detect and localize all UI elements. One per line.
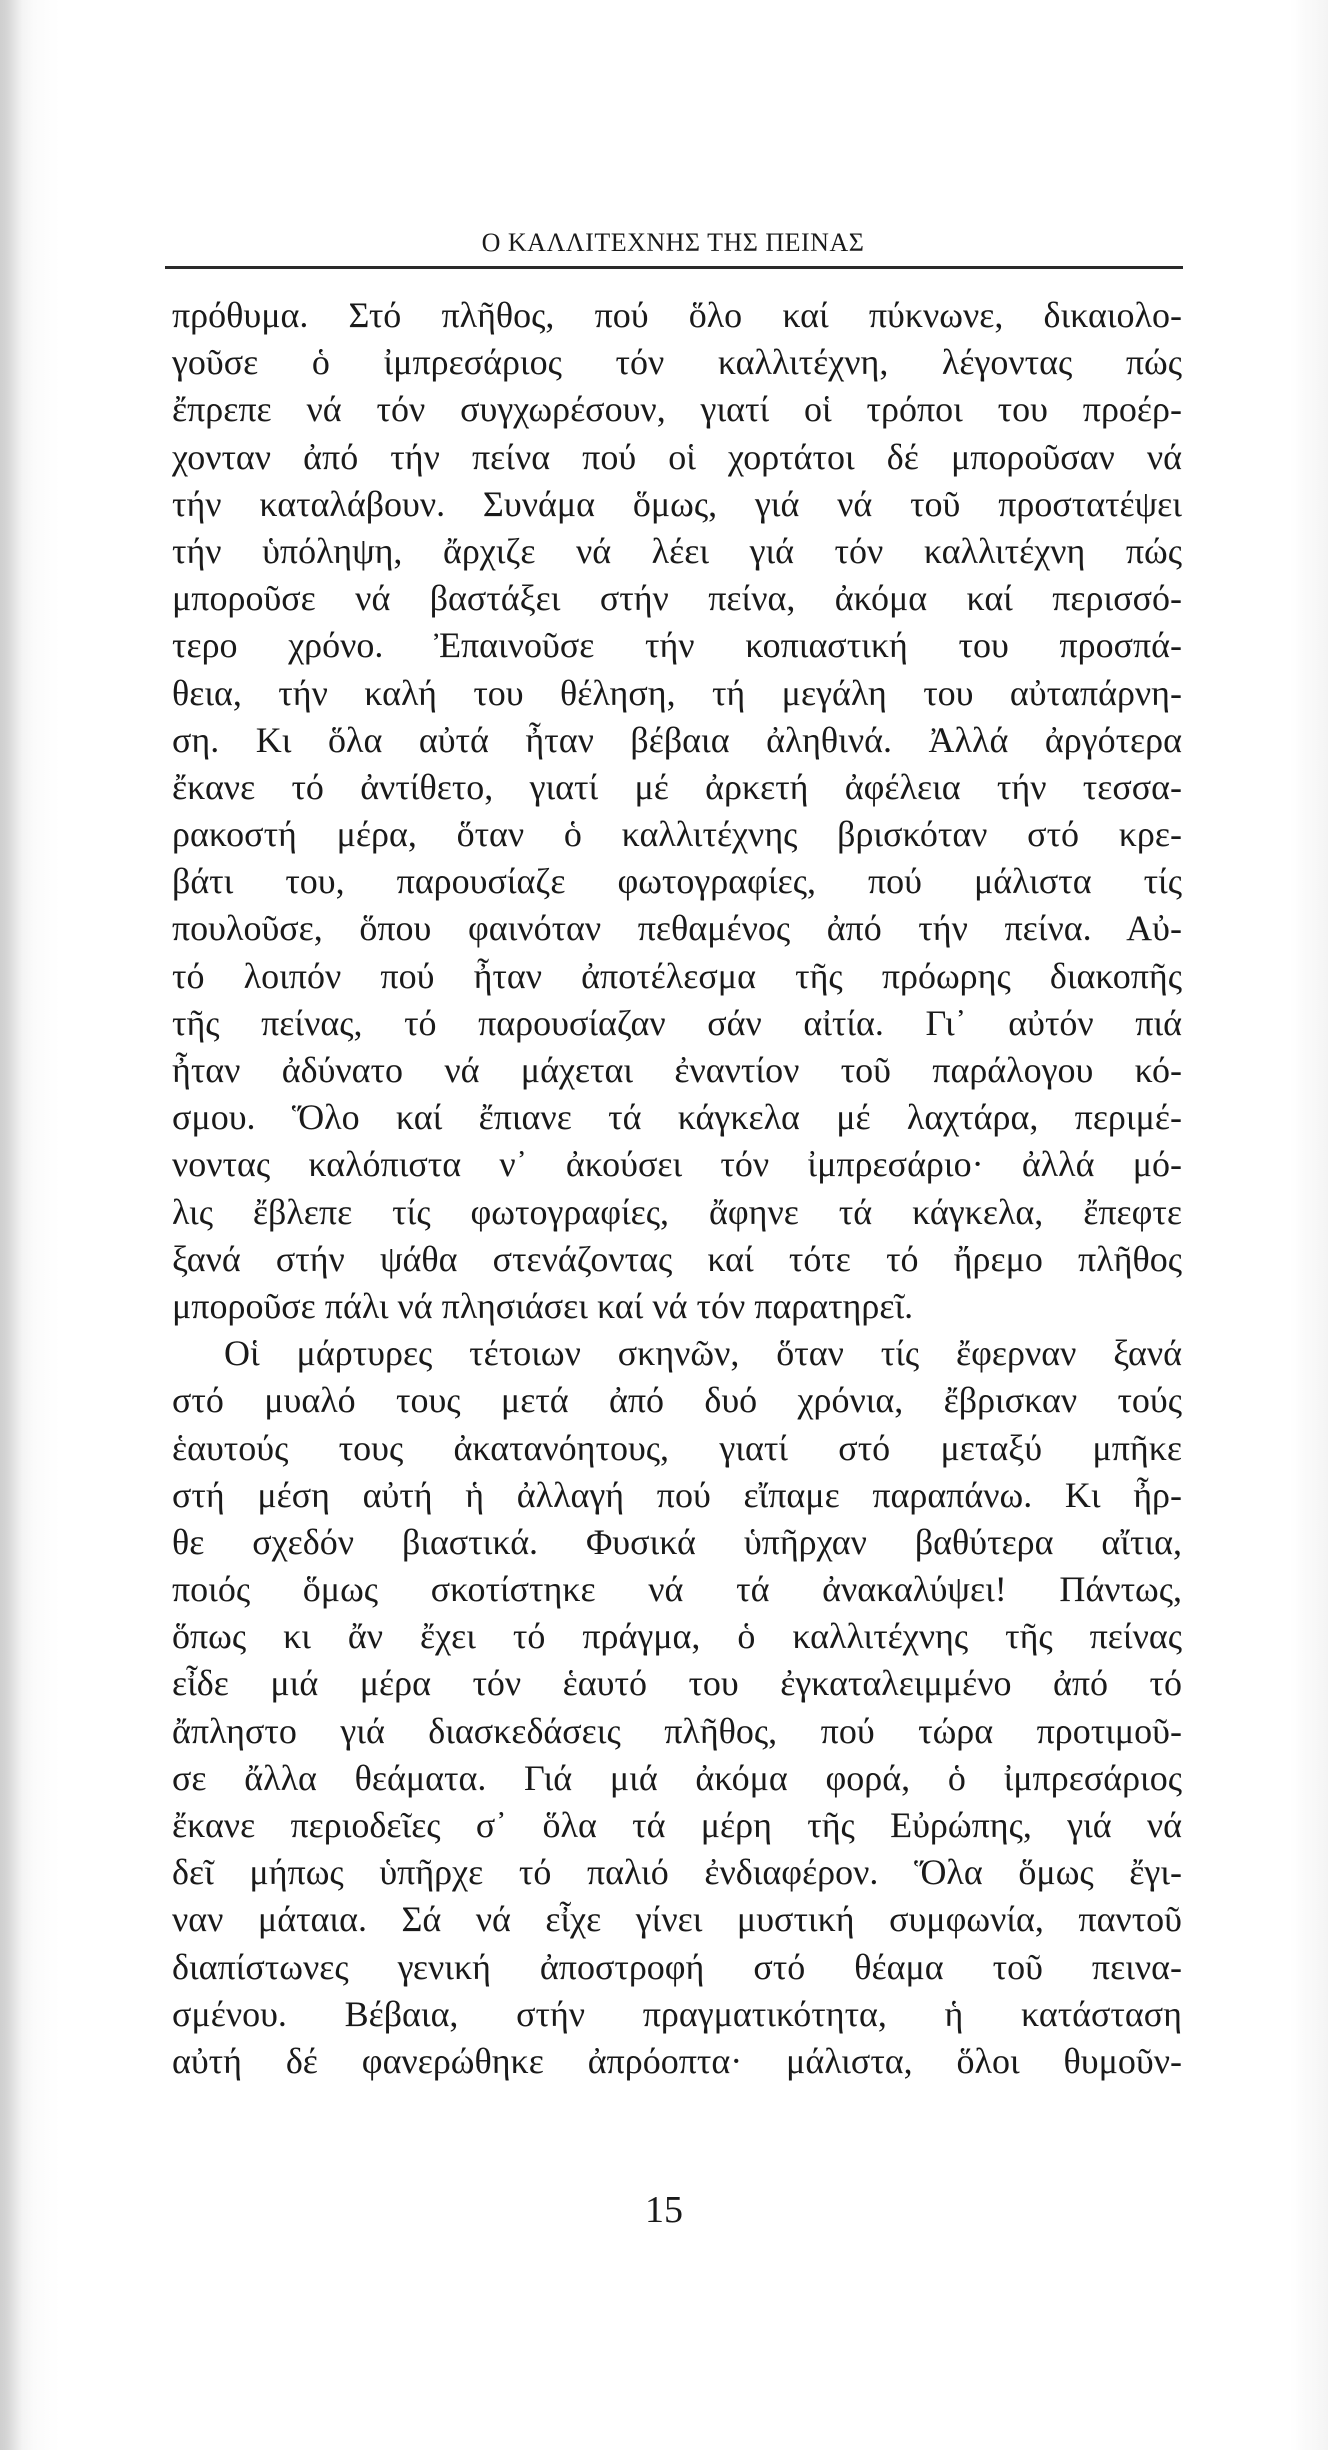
header-rule [165, 266, 1183, 269]
text-line: σε ἄλλα θεάματα. Γιά μιά ἀκόμα φορά, ὁ ἰμπρεσάριος [172, 1757, 1182, 1798]
text-line: τήν ὑπόληψη, ἄρχιζε νά λέει γιά τόν καλλιτέχνη πώς [172, 530, 1182, 571]
text-line: πουλοῦσε, ὅπου φαινόταν πεθαμένος ἀπό τήν πείνα. Αὐ- [172, 908, 1182, 949]
running-head: Ο ΚΑΛΛΙΤΕΧΝΗΣ ΤΗΣ ΠΕΙΝΑΣ [481, 228, 865, 257]
paragraph-2 [172, 1330, 1182, 2085]
text-line: σμένου. Βέβαια, στήν πραγματικότητα, ἡ κατάσταση [172, 1993, 1182, 2034]
text-line: τῆς πείνας, τό παρουσίαζαν σάν αἰτία. Γι᾽ αὐτόν πιά [172, 1002, 1182, 1043]
scan-shadow-edge [0, 0, 22, 2450]
text-line: ξανά στήν ψάθα στενάζοντας καί τότε τό ἤρεμο πλῆθος [172, 1238, 1182, 1279]
text-line: διαπίστωνες γενική ἀποστροφή στό θέαμα τοῦ πεινα- [172, 1946, 1182, 1987]
text-line: νοντας καλόπιστα ν᾽ ἀκούσει τόν ἰμπρεσάριο· ἀλλά μό- [172, 1144, 1182, 1185]
text-line: θεια, τήν καλή του θέληση, τή μεγάλη του αὐταπάρνη- [172, 672, 1182, 713]
text-line: ἔπρεπε νά τόν συγχωρέσουν, γιατί οἱ τρόποι του προέρ- [172, 389, 1182, 430]
text-line: χονταν ἀπό τήν πείνα πού οἱ χορτάτοι δέ μποροῦσαν νά [172, 436, 1182, 477]
text-line: εἶδε μιά μέρα τόν ἑαυτό του ἐγκαταλειμμένο ἀπό τό [172, 1663, 1182, 1704]
text-line: ση. Κι ὅλα αὐτά ἦταν βέβαια ἀληθινά. Ἀλλά ἀργότερα [172, 719, 1182, 760]
text-line: μποροῦσε πάλι νά πλησιάσει καί νά τόν παρατηρεῖ. [172, 1285, 914, 1326]
text-line: σμου. Ὅλο καί ἔπιανε τά κάγκελα μέ λαχτάρα, περιμέ- [172, 1097, 1182, 1138]
text-line: Οἱ μάρτυρες τέτοιων σκηνῶν, ὅταν τίς ἔφερναν ξανά [224, 1333, 1182, 1374]
text-line: δεῖ μήπως ὑπῆρχε τό παλιό ἐνδιαφέρον. Ὅλα ὅμως ἔγι- [172, 1852, 1182, 1893]
text-line: στό μυαλό τους μετά ἀπό δυό χρόνια, ἔβρισκαν τούς [172, 1380, 1182, 1421]
text-line: θε σχεδόν βιαστικά. Φυσικά ὑπῆρχαν βαθύτερα αἴτια, [172, 1521, 1182, 1562]
text-line: ἦταν ἀδύνατο νά μάχεται ἐναντίον τοῦ παράλογου κό- [172, 1050, 1182, 1090]
text-line: γοῦσε ὁ ἰμπρεσάριος τόν καλλιτέχνη, λέγοντας πώς [172, 342, 1182, 383]
text-line: μποροῦσε νά βαστάξει στήν πείνα, ἀκόμα καί περισσό- [172, 578, 1182, 619]
text-line: βάτι του, παρουσίαζε φωτογραφίες, πού μάλιστα τίς [172, 861, 1182, 902]
text-line: ἔκανε περιοδεῖες σ᾽ ὅλα τά μέρη τῆς Εὐρώπης, γιά νά [172, 1805, 1182, 1845]
text-line: τό λοιπόν πού ἦταν ἀποτέλεσμα τῆς πρόωρης διακοπῆς [172, 955, 1182, 996]
text-line: ποιός ὅμως σκοτίστηκε νά τά ἀνακαλύψει! Πάντως, [172, 1569, 1182, 1610]
text-line: ἄπληστο γιά διασκεδάσεις πλῆθος, πού τώρα προτιμοῦ- [172, 1710, 1182, 1751]
text-line: στή μέση αὐτή ἡ ἀλλαγή πού εἴπαμε παραπάνω. Κι ἦρ- [172, 1474, 1182, 1515]
text-line: λις ἔβλεπε τίς φωτογραφίες, ἄφηνε τά κάγκελα, ἔπεφτε [172, 1191, 1182, 1232]
body-text [172, 292, 1182, 2085]
text-line: ρακοστή μέρα, ὅταν ὁ καλλιτέχνης βρισκόταν στό κρε- [172, 814, 1182, 855]
page-number: 15 [645, 2189, 683, 2231]
text-line: τερο χρόνο. Ἐπαινοῦσε τήν κοπιαστική του προσπά- [172, 625, 1182, 666]
text-line: αὐτή δέ φανερώθηκε ἀπρόοπτα· μάλιστα, ὅλοι θυμοῦν- [172, 2040, 1182, 2081]
text-line: ἔκανε τό ἀντίθετο, γιατί μέ ἀρκετή ἀφέλεια τήν τεσσα- [172, 766, 1182, 807]
text-line: ἑαυτούς τους ἀκατανόητους, γιατί στό μεταξύ μπῆκε [172, 1427, 1182, 1468]
paragraph-1 [172, 292, 1182, 1330]
text-line: ὅπως κι ἄν ἔχει τό πράγμα, ὁ καλλιτέχνης τῆς πείνας [172, 1616, 1182, 1657]
text-line: ναν μάταια. Σά νά εἶχε γίνει μυστική συμφωνία, παντοῦ [172, 1899, 1182, 1940]
text-line: τήν καταλάβουν. Συνάμα ὅμως, γιά νά τοῦ προστατέψει [172, 483, 1182, 524]
text-line: πρόθυμα. Στό πλῆθος, πού ὅλο καί πύκνωνε, δικαιολο- [172, 295, 1182, 335]
